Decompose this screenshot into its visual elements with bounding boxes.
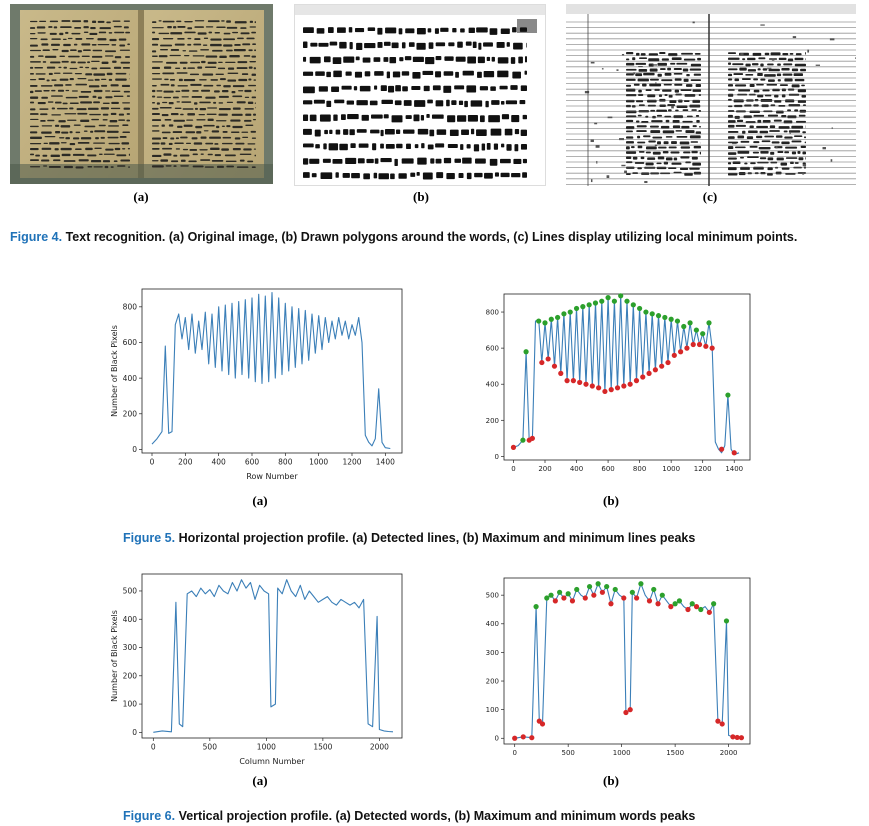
min-peak-point (697, 342, 702, 347)
fig5a-label: (a) (252, 493, 268, 508)
max-peak-point (587, 302, 592, 307)
x-tick-label: 1200 (693, 465, 712, 473)
min-peak-point (615, 385, 620, 390)
fig5b-label: (b) (603, 493, 619, 508)
figure5-caption-number: Figure 5. (123, 531, 176, 545)
min-peak-point (703, 344, 708, 349)
min-peak-point (596, 385, 601, 390)
max-peak-point (630, 590, 635, 595)
min-peak-point (678, 349, 683, 354)
min-peak-point (577, 380, 582, 385)
max-peak-point (561, 311, 566, 316)
min-peak-point (570, 598, 575, 603)
x-tick-label: 2000 (369, 742, 389, 752)
max-peak-point (580, 304, 585, 309)
x-tick-label: 800 (278, 457, 293, 467)
max-peak-point (555, 315, 560, 320)
plot-frame (142, 574, 402, 738)
x-tick-label: 0 (150, 742, 156, 752)
min-peak-point (564, 378, 569, 383)
max-peak-point (687, 320, 692, 325)
min-peak-point (521, 734, 526, 739)
x-tick-label: 600 (244, 457, 260, 467)
min-peak-point (583, 382, 588, 387)
max-peak-point (520, 438, 525, 443)
max-peak-point (568, 309, 573, 314)
y-tick-label: 800 (485, 308, 499, 317)
fig5b-chart (478, 288, 754, 478)
figure4-caption-text: Text recognition. (a) Original image, (b) Drawn polygons around the words, (c) Lines display utilizing local minimum points. (65, 230, 798, 244)
x-tick-label: 0 (511, 465, 516, 473)
y-tick-label: 400 (485, 620, 499, 629)
y-tick-label: 500 (485, 591, 499, 600)
x-tick-label: 1200 (342, 457, 362, 467)
figure5-caption-text: Horizontal projection profile. (a) Detected lines, (b) Maximum and minimum lines peaks (178, 531, 696, 545)
min-peak-point (561, 595, 566, 600)
fig5a-chart (108, 283, 408, 483)
max-peak-point (681, 324, 686, 329)
y-axis-label: Number of Black Pixels (110, 610, 119, 702)
min-peak-point (546, 356, 551, 361)
x-tick-label: 500 (202, 742, 217, 752)
min-peak-point (720, 721, 725, 726)
y-tick-label: 100 (485, 706, 499, 715)
min-peak-point (634, 378, 639, 383)
max-peak-point (660, 593, 665, 598)
min-peak-point (609, 387, 614, 392)
max-peak-point (618, 293, 623, 298)
x-tick-label: 1000 (612, 749, 631, 757)
x-tick-label: 400 (569, 465, 584, 473)
min-peak-point (707, 610, 712, 615)
min-peak-point (583, 595, 588, 600)
min-peak-point (553, 598, 558, 603)
min-peak-point (539, 360, 544, 365)
x-tick-label: 800 (632, 465, 647, 473)
y-tick-label: 400 (122, 614, 137, 624)
max-peak-point (724, 618, 729, 623)
max-peak-point (725, 392, 730, 397)
max-peak-point (637, 306, 642, 311)
min-peak-point (600, 590, 605, 595)
x-tick-label: 1000 (662, 465, 681, 473)
x-axis-label: Row Number (246, 472, 298, 481)
x-tick-label: 1400 (725, 465, 744, 473)
max-peak-point (624, 299, 629, 304)
y-tick-label: 300 (122, 643, 137, 653)
fig6a-chart (108, 568, 408, 768)
max-peak-point (694, 327, 699, 332)
min-peak-point (710, 346, 715, 351)
max-peak-point (544, 595, 549, 600)
min-peak-point (530, 436, 535, 441)
max-peak-point (574, 587, 579, 592)
min-peak-point (655, 601, 660, 606)
fig4b-label: (b) (413, 189, 429, 204)
min-peak-point (672, 353, 677, 358)
y-tick-label: 600 (485, 344, 499, 353)
fig4a-manuscript-photo (10, 4, 273, 184)
y-tick-label: 600 (122, 338, 137, 348)
x-tick-label: 0 (512, 749, 517, 757)
min-peak-point (653, 367, 658, 372)
min-peak-point (591, 593, 596, 598)
max-peak-point (698, 607, 703, 612)
y-tick-label: 200 (485, 416, 499, 425)
x-tick-label: 200 (178, 457, 193, 467)
x-tick-label: 200 (538, 465, 552, 473)
fig4c-label: (c) (702, 189, 718, 204)
min-peak-point (590, 383, 595, 388)
x-tick-label: 400 (211, 457, 226, 467)
y-tick-label: 200 (122, 409, 137, 419)
x-tick-label: 1500 (666, 749, 685, 757)
min-peak-point (694, 604, 699, 609)
max-peak-point (643, 309, 648, 314)
min-peak-point (647, 598, 652, 603)
figure6-caption (123, 809, 695, 823)
min-peak-point (512, 736, 517, 741)
max-peak-point (557, 590, 562, 595)
y-tick-label: 400 (485, 380, 499, 389)
min-peak-point (628, 707, 633, 712)
y-axis-label: Number of Black Pixels (110, 325, 119, 417)
max-peak-point (650, 311, 655, 316)
min-peak-point (571, 378, 576, 383)
x-tick-label: 1000 (309, 457, 329, 467)
max-peak-point (604, 584, 609, 589)
y-tick-label: 200 (485, 677, 499, 686)
min-peak-point (719, 447, 724, 452)
figure6-caption-number: Figure 6. (123, 809, 176, 823)
min-peak-point (621, 595, 626, 600)
y-tick-label: 0 (132, 445, 137, 455)
fig4b-polygons-image (294, 4, 546, 186)
y-tick-label: 400 (122, 373, 137, 383)
figure5-caption (123, 531, 695, 545)
fig6a-label: (a) (252, 773, 268, 788)
fig6b-chart (478, 572, 754, 762)
max-peak-point (613, 587, 618, 592)
min-peak-point (665, 360, 670, 365)
min-peak-point (691, 342, 696, 347)
max-peak-point (706, 320, 711, 325)
max-peak-point (549, 317, 554, 322)
fig4c-lines-image (566, 4, 856, 186)
max-peak-point (566, 591, 571, 596)
max-peak-point (656, 313, 661, 318)
y-tick-label: 200 (122, 671, 137, 681)
figure4-caption (10, 230, 797, 244)
max-peak-point (542, 320, 547, 325)
x-tick-label: 0 (149, 457, 155, 467)
y-tick-label: 800 (122, 302, 137, 312)
max-peak-point (651, 587, 656, 592)
max-peak-point (605, 295, 610, 300)
max-peak-point (673, 601, 678, 606)
min-peak-point (511, 445, 516, 450)
max-peak-point (638, 581, 643, 586)
max-peak-point (587, 584, 592, 589)
x-tick-label: 500 (561, 749, 575, 757)
x-tick-label: 2000 (719, 749, 738, 757)
max-peak-point (523, 349, 528, 354)
figure4-caption-number: Figure 4. (10, 230, 63, 244)
min-peak-point (684, 346, 689, 351)
min-peak-point (715, 719, 720, 724)
min-peak-point (732, 450, 737, 455)
min-peak-point (739, 735, 744, 740)
x-tick-label: 600 (601, 465, 615, 473)
max-peak-point (711, 601, 716, 606)
y-tick-label: 0 (132, 727, 137, 737)
min-peak-point (623, 710, 628, 715)
max-peak-point (690, 601, 695, 606)
max-peak-point (662, 315, 667, 320)
min-peak-point (558, 371, 563, 376)
min-peak-point (529, 735, 534, 740)
max-peak-point (677, 598, 682, 603)
min-peak-point (685, 607, 690, 612)
min-peak-point (602, 389, 607, 394)
max-peak-point (669, 317, 674, 322)
min-peak-point (659, 364, 664, 369)
min-peak-point (628, 382, 633, 387)
figure6-caption-text: Vertical projection profile. (a) Detected words, (b) Maximum and minimum words peaks (178, 809, 696, 823)
min-peak-point (552, 364, 557, 369)
max-peak-point (593, 300, 598, 305)
x-axis-label: Column Number (239, 757, 305, 766)
x-tick-label: 1500 (313, 742, 333, 752)
min-peak-point (646, 371, 651, 376)
max-peak-point (533, 604, 538, 609)
x-tick-label: 1400 (375, 457, 395, 467)
x-tick-label: 1000 (256, 742, 276, 752)
max-peak-point (536, 318, 541, 323)
min-peak-point (540, 721, 545, 726)
y-tick-label: 0 (494, 734, 499, 743)
max-peak-point (548, 593, 553, 598)
max-peak-point (596, 581, 601, 586)
min-peak-point (640, 374, 645, 379)
max-peak-point (675, 318, 680, 323)
y-tick-label: 500 (122, 586, 137, 596)
y-tick-label: 300 (485, 648, 499, 657)
max-peak-point (574, 306, 579, 311)
min-peak-point (634, 595, 639, 600)
y-tick-label: 0 (494, 452, 499, 461)
fig6b-label: (b) (603, 773, 619, 788)
max-peak-point (612, 299, 617, 304)
max-peak-point (599, 299, 604, 304)
min-peak-point (621, 383, 626, 388)
min-peak-point (608, 601, 613, 606)
max-peak-point (700, 331, 705, 336)
y-tick-label: 100 (122, 699, 137, 709)
max-peak-point (631, 302, 636, 307)
fig4a-label: (a) (133, 189, 149, 204)
min-peak-point (668, 604, 673, 609)
